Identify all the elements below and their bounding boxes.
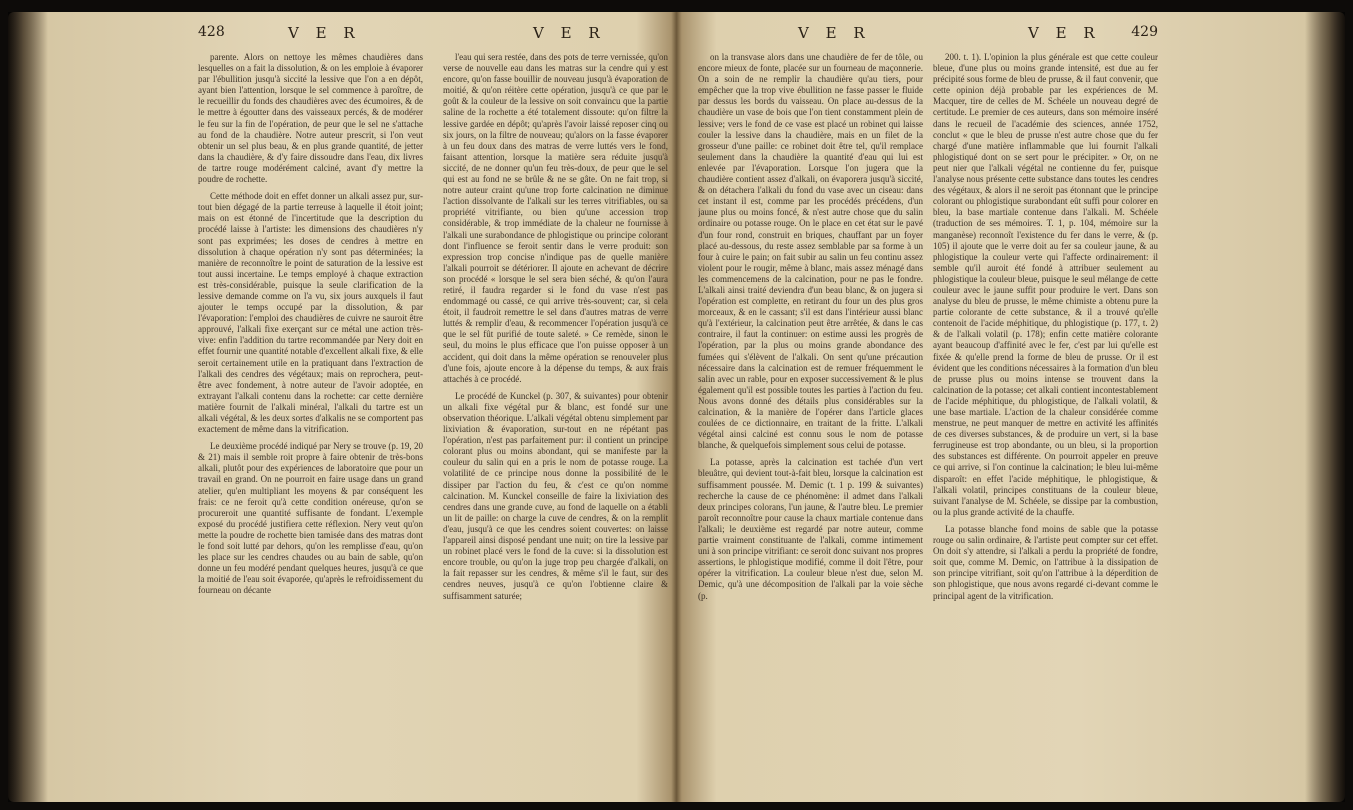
- text-column-left: [198, 52, 423, 782]
- running-head: V E R: [288, 24, 361, 42]
- running-head: V E R: [533, 24, 606, 42]
- running-head: V E R: [798, 24, 871, 42]
- paragraph: parente. Alors on nettoye les mêmes chaudières dans lesquelles on a fait la dissolution, & on les emploie à évaporer par l'ébullition jusqu'à siccité la lessive que l'on a en dépôt, ayant bien l'attention, lorsque le sel commence à paroître, de le recueillir du fonds des chaudières avec des écumoires, & de le mettre à égoutter dans des vaisseaux percés, & de modérer le feu sur la fin de l'opération, de peur que le sel ne s'attache au fond de la chaudière. Notre auteur prescrit, si l'on veut obtenir un sel plus beau, & en plus grande quantité, de jetter dans la chaudière, & d'y faire dissoudre dans l'eau, dix livres de tartre rouge modérément calciné, avant d'y mettre la poudre de rochette.: [198, 52, 423, 185]
- right-edge-shadow: [1305, 12, 1345, 802]
- page-number: 428: [198, 24, 225, 40]
- left-page: [198, 24, 668, 782]
- paragraph: Le procédé de Kunckel (p. 307, & suivantes) pour obtenir un alkali fixe végétal pur & blanc, est fondé sur une observation théorique. L'alkali végétal obtenu simplement par lixiviation & évaporation, sur-tout en ne répétant pas l'opération, n'est pas parfaitement pur: il contient un principe colorant plus ou moins abondant, qui se manifeste par la couleur du salin qui en a pris le nom de potasse rouge. La volatilité de ce principe nous donne la possibilité de le dissiper par l'action du feu, & c'est ce qu'on nomme calcination. M. Kunckel conseille de faire la lixiviation des cendres dans une grande cuve, au fond de laquelle on a établi un lit de paille: on charge la cuve de cendres, & on la remplit d'eau, jusqu'à ce que les cendres soient couvertes: on laisse l'appareil ainsi disposé pendant une nuit; on tire la lessive par un robinet placé vers le fond de la cuve: si la dissolution est encore trouble, ou qu'on la juge trop peu chargée d'alkali, on la fait repasser sur les cendres, & même s'il le faut, sur des cendres neuves, jusqu'à ce qu'on l'obtienne claire & suffisamment saturée;: [443, 390, 668, 601]
- page-number: 429: [1131, 24, 1158, 40]
- paragraph: 200. t. 1). L'opinion la plus générale est que cette couleur bleue, d'une plus ou moins grande intensité, est due au fer précipité sous forme de bleu de prusse, & il faut convenir, que cette opinion déjà probable par les expériences de M. Macquer, tire de celles de M. Schéele un nouveau degré de certitude. Le premier de ces auteurs, dans son mémoire inséré dans le recueil de l'académie des sciences, année 1752, conclut « que le bleu de prusse n'est autre chose que du fer chargé d'une matière inflammable que lui fournit l'alkali phlogistiqué dont on se sert pour le précipiter. » Or, on ne peut nier que l'alkali végétal ne contienne du fer, puisque l'analyse nous présente cette substance dans toutes les cendres des végétaux, & alors il ne seroit pas étonnant que le principe colorant ou phlogistique surabondant eût suffi pour colorer en bleu, la base martiale contenue dans l'alkali. M. Schéele (traduction de ses mémoires. T. 1, p. 104, mémoire sur la manganèse) reconnoît l'existence du fer dans le verre, & (p. 105) il ajoute que le verre doit au fer sa couleur jaune, & au phlogistique la couleur verte qui l'affecte ordinairement: il semble qu'il auroit été fondé à attribuer seulement au phlogistique la couleur bleue, puisque le seul mélange de cette couleur avec le jaune suffit pour produire le vert. Dans son analyse du bleu de prusse, le même chimiste a obtenu pure la partie colorante de cette substance, & il a trouvé qu'elle contenoit de l'acide méphitique, du phlogistique (p. 177, t. 2) & de l'alkali volatil (p. 178); enfin cette matière colorante ayant beaucoup d'affinité avec le fer, c'est par lui qu'elle est fixée & qu'elle prend la forme de bleu de prusse. Or il est évident que les conditions nécessaires à la formation d'un bleu de prusse plus ou moins intense se trouvent dans la calcination de la potasse; cet alkali contient incontestablement de l'acide méphitique, du phlogistique, de l'alkali volatil, & une base martiale. L'action de la chaleur considérée comme menstrue, ne peut manquer de mettre en activité les affinités de ces diverses substances, & de produire un vert, si la base ferrugineuse est trop abondante, ou un bleu, si la proportion des substances est différente. On pourroit appeler en preuve ce qui arrive, si l'on continue la calcination; le bleu lui-même disparoît: en effet l'acide méphitique, le phlogistique, & l'alkali volatil, principes constituans de la couleur bleue, suivant l'analyse de M. Schéele, se dissipe par la combustion, ou la plus grande activité de la chauffe.: [933, 52, 1158, 517]
- paragraph: La potasse, après la calcination est tachée d'un vert bleuâtre, qui devient tout-à-fait bleu, lorsque la calcination est suffisamment poussée. M. Demic (t. 1 p. 199 & suivantes) recherche la cause de ce phénomène: il admet dans l'alkali deux principes colorans, l'un jaune, & l'autre bleu. Le premier paroît reconnoître pour cause la chaux martiale contenue dans l'alkali; le deuxième est regardé par notre auteur, comme partie vraiment constituante de l'alkali, comme intimement uni à son principe vitrifiant: ce seroit donc suivant nos propres assertions, le phlogistique modifié, comme il doit l'être, pour opérer la vitrification. La couleur bleue n'est due, selon M. Demic, qu'à une décomposition de l'alkali par la voie sèche (p.: [698, 457, 923, 601]
- right-page-header: [698, 24, 1158, 46]
- text-column-left: [698, 52, 923, 782]
- running-head: V E R: [1028, 24, 1101, 42]
- book-spread: [8, 12, 1345, 802]
- left-edge-shadow: [8, 12, 48, 802]
- paragraph: La potasse blanche fond moins de sable que la potasse rouge ou salin ordinaire, & l'artiste peut compter sur cet effet. On doit s'y attendre, si l'alkali a perdu la propriété de fondre, soit que, comme M. Demic, on l'attribue à la dissipation de son principe vitrifiant, soit qu'on l'attribue à la déperdition de son phlogistique, que nous avons regardé ci-devant comme le principal agent de la vitrification.: [933, 523, 1158, 601]
- text-column-right: [933, 52, 1158, 782]
- paragraph: Le deuxième procédé indiqué par Nery se trouve (p. 19, 20 & 21) mais il semble roit propre à faire obtenir de très-bons alkali, plutôt pour des expériences de laboratoire que pour un travail en grand. On ne pourroit en faire usage dans un grand atelier, qu'en multipliant les moyens & par conséquent les frais: ce ne feroit qu'à cette condition onéreuse, qu'on se procureroit une quantité suffisante de fondant. L'exemple exposé du procédé justifiera cette réflexion. Nery veut qu'on mette la poudre de rochette bien tamisée dans des matras dont le fond soit lutté par dehors, qu'on les remplisse d'eau, qu'on les place sur les cendres chaudes ou au bain de sable, qu'on donne un feu modéré pendant quelques heures, jusqu'à ce que la moitié de l'eau soit évaporée, qu'après le refroidissement du fourneau on décante: [198, 441, 423, 596]
- text-column-right: [443, 52, 668, 782]
- paragraph: on la transvase alors dans une chaudière de fer de tôle, ou encore mieux de fonte, placée sur un fourneau de maçonnerie. On a soin de ne remplir la chaudière qu'au tiers, pour empêcher que la trop vive ébullition ne fasse passer le fluide par dessus les bords du vaisseau. On place au-dessus de la chaudière un vase de bois que l'on tient constamment plein de lessive; vers le fond de ce vase est placé un robinet qui laisse couler la lessive dans la chaudière, mais en un filet de la grosseur d'une paille: ce robinet doit être tel, qu'il remplace seulement dans la chaudière la quantité d'eau qui lui est enlevée par l'évaporation. Lorsque l'on jugera que la chaudière contient assez d'alkali, on évaporera jusqu'à siccité, & on détachera l'alkali du fond du vase avec un ciseau: dans cet instant il est, comme par les procédés précédens, d'un jaune plus ou moins foncé, & n'est autre chose que du salin ordinaire ou potasse rouge. On le place en cet état sur le pavé d'un four rond, construit en briques, chauffant par un foyer placé au-dessous, du reste assez semblable par sa forme à un four à cuire le pain; on fait subir au salin un feu continu assez violent pour le rougir, même à blanc, mais assez ménagé dans les commencemens de la calcination, pour ne pas le fondre. L'alkali ainsi traité deviendra d'un beau blanc, & on jugera si l'opération est complette, en retirant du four un des plus gros morceaux, & en le cassant; s'il est dans l'intérieur aussi blanc qu'à l'extérieur, la calcination peut être arrêtée, & dans le cas contraire, il faut la continuer: on estime aussi les progrès de l'opération, par la plus ou moins grande abondance des fumées qui s'élèvent de l'alkali. On sent qu'une précaution nécessaire dans la calcination est de remuer fréquemment le salin avec un rable, pour en exposer successivement & le plus également qu'il est possible toutes les parties à l'action du feu. Nous avons donné des détails plus considérables sur la calcination, & la manière de l'opérer dans l'article glaces coulées de ce dictionnaire, en traitant de la fritte. L'alkali végétal ainsi calciné est connu sous le nom de potasse blanche, & quelquefois simplement sous celui de potasse.: [698, 52, 923, 451]
- paragraph: l'eau qui sera restée, dans des pots de terre vernissée, qu'on verse de nouvelle eau dans les matras sur la cendre qui y est encore, qu'on fasse bouillir de nouveau jusqu'à évaporation de moitié, & qu'on réitère cette opération, jusqu'à ce que par le goût & la couleur de la lessive on soit convaincu que la partie saline de la rochette a été totalement dissoute: qu'on filtre la lessive gardée en dépôt; qu'après l'avoir laissé reposer cinq ou six jours, on la filtre de nouveau; qu'alors on la fasse évaporer à un feu doux dans des matras de verre luttés vers le fond, faisant attention, lorsque la matière sera réduite jusqu'à siccité, de ne donner qu'un feu très-doux, de peur que le sel qui est au fond ne se brûle & ne se gâte. On ne fait trop, si notre auteur craint qu'une trop forte calcination ne diminue l'action dissolvante de l'alkali sur les terres vitrifiables, ou sa propriété vitrifiante, ou bien qu'une accession trop considérable, & trop immédiate de la chaleur ne fournisse à l'alkali une surabondance de phlogistique ou principe colorant dont l'influence se feroit sentir dans le verre produit: son expression trop concise n'indique pas de quelle manière l'alkali pourroit se détériorer. Il ajoute en achevant de décrire son procédé « lorsque le sel sera bien séché, & qu'on l'aura retiré, il faudra regarder si le fond du vase n'est pas endommagé ou cassé, ce qui arrive très-souvent; car, si cela étoit, il faudroit remettre le sel dans d'autres matras de verre luttés & remplir d'eau, & recommencer l'opération jusqu'à ce que le sel fût purifié de toute saleté. » Ce remède, sinon le seul, du moins le plus efficace que l'on puisse opposer à un accident, qui doit dans la même opération se renouveler plus d'une fois, ajoute encore à la dépense du temps, & aux frais attachés à ce procédé.: [443, 52, 668, 384]
- paragraph: Cette méthode doit en effet donner un alkali assez pur, sur-tout bien dégagé de la partie terreuse à laquelle il étoit joint; mais on est étonné de l'incertitude que la description du procédé laisse à l'artiste: les dimensions des chaudières n'y sont pas exprimées; les doses de cendres à mettre en dissolution à chaque opération n'y sont pas déterminées; la manière de reconnoître le point de saturation de la lessive est tout aussi incertaine. Le temps employé à chaque extraction est très-considérable, puisque la seule clarification de la lessive demande comme on l'a vu, six jours auxquels il faut ajouter le temps occupé par la dissolution, & par l'évaporation: l'emploi des chaudières de cuivre ne sauroit être approuvé, l'alkali fixe exerçant sur ce métal une action très-vive: enfin l'addition du tartre recommandée par Nery doit en effet fournir une quantité notable d'excellent alkali fixe, & elle seroit certainement utile en la pratiquant dans l'extraction de l'alkali des cendres des végétaux; mais on reprochera, peut-être avec fondement, à notre auteur de l'avoir adoptée, en extrayant l'alkali contenu dans la rochette: car cette dernière matière fournit de l'alkali minéral, l'alkali du tartre est un alkali végétal, & les deux sortes d'alkalis ne se comportent pas exactement de même dans la vitrification.: [198, 191, 423, 435]
- right-page: [698, 24, 1158, 782]
- left-page-header: [198, 24, 668, 46]
